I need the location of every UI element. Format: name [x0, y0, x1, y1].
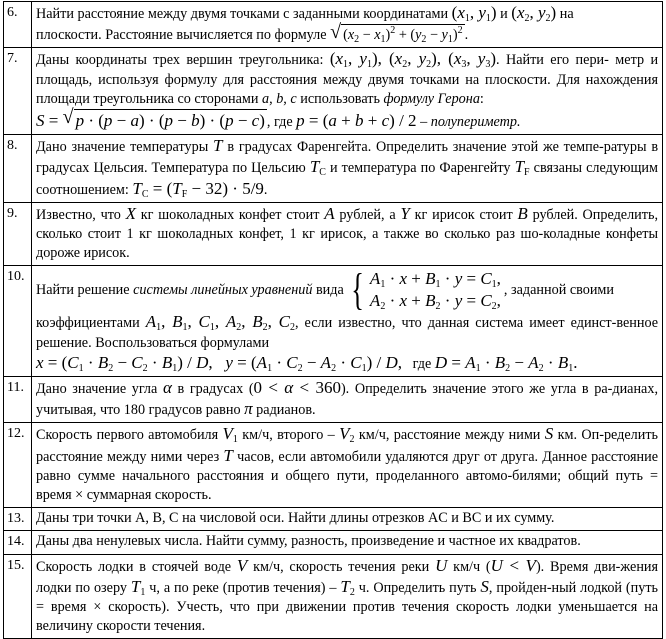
task-text-part: Скорость первого автомобиля: [36, 427, 219, 444]
task-text-part: формулу Герона: [383, 90, 480, 107]
formula: $V_2$: [339, 424, 355, 446]
table-row: [4, 423, 663, 508]
equation-system: { $A_1 \cdot x + B_1 \cdot y = C_1$, $A_2 \cdot x + B_2 \cdot y = C_2$,: [351, 265, 501, 315]
task-text-part: метр и площадь, используя формулу для расстояния между двумя точками на плоскости. Для нахождения площади треугольника со сторонами: [36, 52, 659, 107]
formula: U < V: [490, 555, 536, 575]
row-number: 15.: [4, 554, 32, 639]
task-text-part: , где: [266, 114, 293, 131]
task-text-part: плоскости. Расстояние вычисляется по формуле: [36, 27, 327, 44]
task-text-part: рублей, а: [339, 206, 396, 223]
task-text-part: . Найти его пери-: [495, 52, 609, 69]
formula: $D = A_1 \cdot B_2 - A_2 \cdot B_1$.: [434, 352, 578, 374]
formula: V: [236, 555, 248, 575]
task-text: [32, 377, 663, 423]
row-number: 11.: [4, 377, 32, 423]
formula: 0 < α < 360: [253, 378, 341, 398]
task-text-part: ч. Определить путь: [358, 579, 477, 596]
formula: a, b, c: [262, 90, 297, 107]
table-row: [4, 2, 663, 48]
task-text-part: км/ч, расстояние между ними: [358, 427, 541, 444]
formula: $T_1$: [130, 576, 146, 598]
row-number: 9.: [4, 202, 32, 266]
formula: $T_C = (T_F - 32) \cdot 5/9$: [132, 178, 264, 200]
formula: T: [223, 445, 233, 465]
row-number: 6.: [4, 2, 32, 48]
task-text-part: часов, если автомобили удаляются друг от друга. Данное расстояние равно сумме начального расстояния и общего пути, проделанного автомо-билями; общий путь = время × суммарная скорость.: [36, 448, 659, 504]
formula: T: [213, 136, 223, 156]
task-text: Даны два ненулевых числа. Найти сумму, разность, произведение и частное их квадратов.: [32, 531, 663, 554]
task-text: [32, 423, 663, 508]
table-row: [4, 135, 663, 203]
task-text-part: радианов.: [256, 402, 316, 419]
formula: p = (a + b + c) / 2: [296, 111, 417, 131]
formula: A: [324, 203, 335, 223]
table-row: [4, 266, 663, 377]
formula: π: [244, 399, 253, 419]
task-text: [32, 48, 663, 135]
row-number: 10.: [4, 266, 32, 377]
task-text-part: , пройден-ный лодкой (путь = время × скорость). Учесть, что при движении против течения скорость лодки уменьшается на величину скорости течения.: [36, 579, 659, 635]
formula: X: [125, 203, 137, 223]
task-text-part: км. Оп-ределить расстояние между ними через: [36, 427, 659, 465]
task-text-part: Дано значение угла: [36, 381, 158, 398]
formula: $T_2$: [340, 576, 355, 598]
row-number: 13.: [4, 508, 32, 531]
task-text-part: км/ч (: [453, 558, 491, 575]
task-text-part: Известно, что: [36, 206, 121, 223]
formula: U: [435, 555, 448, 575]
task-text-part: коэффициентами: [36, 315, 140, 332]
task-text-part: связаны следующим соотношением:: [36, 160, 658, 198]
formula: $V_1$: [222, 424, 238, 446]
task-text: [32, 135, 663, 203]
task-text-part: Найти расстояние между двумя точками с заданными координатами: [36, 6, 449, 22]
formula: $T_F$: [514, 157, 530, 179]
task-text-part: Даны координаты трех вершин треугольника:: [36, 52, 324, 69]
formula: Y: [400, 203, 410, 223]
task-text: Даны три точки A, B, C на числовой оси. Найти длины отрезков AC и BC и их сумму.: [32, 508, 663, 531]
formula: S = √ p · (p − a) · (p − b) · (p − c): [36, 106, 265, 131]
task-text-part: – полупериметр.: [420, 114, 521, 131]
task-text: [32, 202, 663, 266]
task-text: [32, 266, 663, 377]
task-text-part: в градусах (: [177, 381, 254, 398]
task-text-part: км/ч, скорость течения реки: [253, 558, 430, 575]
task-text-part: Дано значение температуры: [36, 139, 209, 156]
task-text-part: Скорость лодки в стоячей воде: [36, 558, 232, 575]
table-row: [4, 508, 663, 531]
task-text: [32, 554, 663, 639]
task-text-part: на: [559, 6, 574, 22]
task-text-part: ч, а по реке (против течения) –: [149, 579, 337, 596]
task-text-part: ). Время дви-жения лодки по озеру: [36, 558, 659, 596]
task-text-part: .: [464, 27, 469, 44]
tasks-table: [3, 1, 663, 639]
task-text-part: кг ирисок стоит: [414, 206, 513, 223]
task-text-part: км/ч, второго –: [242, 427, 335, 444]
row-number: 8.: [4, 135, 32, 203]
formula: ($x_1$, $y_1$): [451, 3, 497, 24]
task-text-part: вида: [315, 281, 344, 298]
table-row: [4, 377, 663, 423]
task-text-part: Найти решение: [36, 281, 130, 298]
formula: ($x_2$, $y_2$): [511, 3, 557, 24]
task-text-part: и температура по Фаренгейту: [330, 160, 511, 177]
row-number: 12.: [4, 423, 32, 508]
row-number: 14.: [4, 531, 32, 554]
task-text-part: , заданной своими: [503, 281, 615, 298]
row-number: 7.: [4, 48, 32, 135]
formula: $A_1$, $B_1$, $C_1$, $A_2$, $B_2$, $C_2$: [145, 312, 295, 334]
task-text-part: системы линейных уравнений: [133, 281, 313, 298]
formula: α: [162, 378, 172, 398]
table-row: [4, 531, 663, 554]
task-text-part: , если известно, что данная система имеет единст-венное решение. Воспользоваться формулами: [36, 315, 659, 351]
table-row: [4, 48, 663, 135]
task-text-part: и: [500, 6, 508, 22]
task-text-part: где: [412, 355, 432, 372]
task-text-part: .: [263, 181, 268, 198]
formula: ($x_1$, $y_1$), ($x_2$, $y_2$), ($x_3$, $y_3$): [329, 49, 496, 71]
task-text: [32, 2, 663, 48]
task-text-part: :: [479, 90, 484, 107]
formula: $T_C$: [309, 157, 326, 179]
table-row: [4, 554, 663, 639]
task-text-part: использовать: [300, 90, 380, 107]
formula: B: [517, 203, 528, 223]
table-row: [4, 202, 663, 266]
task-text-part: в градусах Фаренгейта. Определить значение этой же темпе-ратуры в градусах Цельсия. Температура по Цельсию: [36, 139, 659, 177]
formula: S: [480, 576, 489, 596]
formula: S: [544, 424, 554, 444]
formula: √ $(x_2 - x_1)^2 + (y_2 - y_1)^2$: [330, 21, 463, 46]
task-text-part: ). Определить значение этого же угла в ра-дианах, учитывая, что 180 градусов равно: [36, 381, 658, 419]
formula: $x = (C_1 \cdot B_2 - C_2 \cdot B_1) / D$, $y = (A_1 \cdot C_2 - A_2 \cdot C_1) / D$,: [36, 352, 402, 374]
task-text-part: рублей. Определить, сколько стоит 1 кг шоколадных конфет, 1 кг ирисок, а также во сколько раз шо-коладные конфеты дороже ирисок.: [36, 206, 658, 262]
task-text-part: кг шоколадных конфет стоит: [140, 206, 320, 223]
